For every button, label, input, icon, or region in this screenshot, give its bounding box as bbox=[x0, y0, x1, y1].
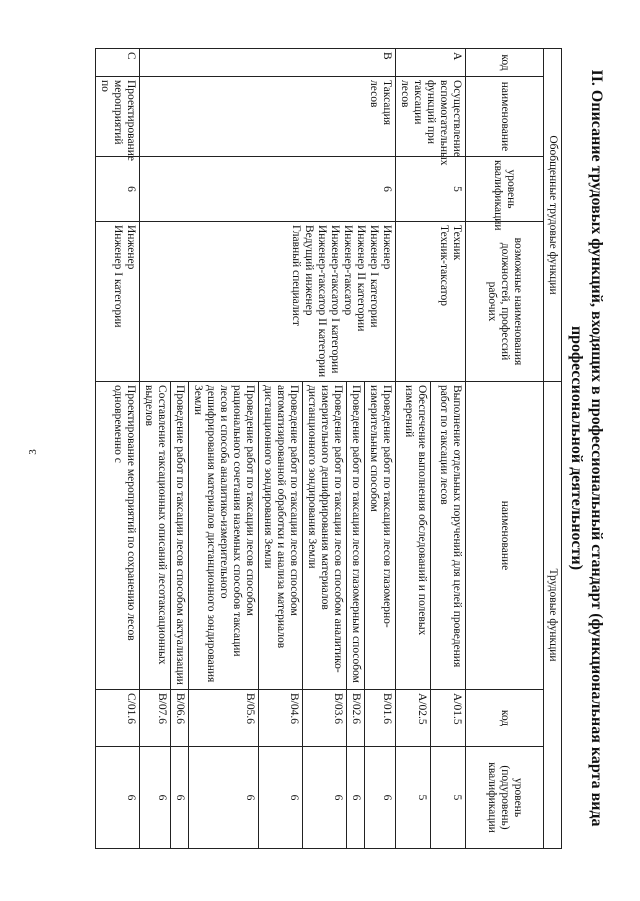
group-name: Таксация лесов bbox=[140, 77, 396, 157]
function-level: 6 bbox=[365, 747, 396, 849]
title-line-2: профессиональной деятельности) bbox=[568, 325, 585, 571]
function-level: 6 bbox=[171, 747, 189, 849]
function-code: B/07.6 bbox=[140, 690, 171, 747]
group-level: 6 bbox=[96, 157, 140, 222]
function-level: 6 bbox=[189, 747, 259, 849]
group-positions bbox=[140, 222, 396, 382]
position-item: Инженер-таксатор bbox=[342, 225, 354, 316]
function-level: 5 bbox=[431, 747, 466, 849]
function-name: Составление таксационных описаний лесотаксационных выделов bbox=[140, 382, 171, 690]
function-level: 6 bbox=[347, 747, 365, 849]
header-tf-level: уровень (подуровень) квалификации bbox=[466, 747, 544, 849]
function-name: Проведение работ по таксации лесов глазомерно-измерительным способом bbox=[365, 382, 396, 690]
position-item: Инженер I категории bbox=[368, 225, 380, 328]
position-item: Инженер-таксатор II категории bbox=[316, 225, 328, 378]
position-item: Техник-таксатор bbox=[438, 225, 450, 307]
function-code: B/02.6 bbox=[347, 690, 365, 747]
header-tf-code: код bbox=[466, 690, 544, 747]
group-code: A bbox=[396, 49, 466, 77]
group-code: C bbox=[96, 49, 140, 77]
table-row bbox=[431, 49, 466, 849]
position-item: Техник bbox=[451, 225, 463, 261]
position-item: Инженер bbox=[125, 225, 137, 270]
function-level: 6 bbox=[140, 747, 171, 849]
header-name: наименование bbox=[466, 77, 544, 157]
function-code: B/01.6 bbox=[365, 690, 396, 747]
page-number: 3 bbox=[26, 449, 39, 455]
function-name: Проведение работ по таксации лесов способом аналитико-измерительного дешифрирования материалов дистанционного зондирования Земли bbox=[303, 382, 347, 690]
function-name: Проведение работ по таксации лесов способом автоматизированной обработки и анализа материалов дистанционного зондирования Земли bbox=[259, 382, 303, 690]
function-code: B/06.6 bbox=[171, 690, 189, 747]
group-code: B bbox=[140, 49, 396, 77]
function-level: 6 bbox=[259, 747, 303, 849]
function-name: Проведение работ по таксации лесов глазомерным способом bbox=[347, 382, 365, 690]
position-item: Ведущий инженер bbox=[303, 225, 315, 316]
position-item: Инженер bbox=[381, 225, 393, 270]
group-level: 6 bbox=[140, 157, 396, 222]
function-code: B/04.6 bbox=[259, 690, 303, 747]
group-positions bbox=[96, 222, 140, 382]
function-level: 5 bbox=[396, 747, 431, 849]
function-name: Обеспечение выполнения обследований и полевых измерений bbox=[396, 382, 431, 690]
header-qual-level: уровень квалификации bbox=[466, 157, 544, 222]
title-line-1: II. Описание трудовых функций, входящих в профессиональный стандарт (функциональная карта вида bbox=[588, 69, 605, 827]
header-row-columns bbox=[466, 49, 544, 849]
section-title bbox=[566, 48, 606, 848]
position-item: Инженер-таксатор I категории bbox=[329, 225, 341, 374]
function-name: Выполнение отдельных поручений для целей проведения работ по таксации лесов bbox=[431, 382, 466, 690]
function-level: 6 bbox=[303, 747, 347, 849]
function-code: C/01.6 bbox=[96, 690, 140, 747]
group-name: Проектирование мероприятий по bbox=[96, 77, 140, 157]
position-item: Инженер II категории bbox=[355, 225, 367, 332]
header-positions: возможные наименования должностей, профессий рабочих bbox=[466, 222, 544, 382]
header-code: код bbox=[466, 49, 544, 77]
header-labor: Трудовые функции bbox=[544, 382, 562, 849]
function-code: B/05.6 bbox=[189, 690, 259, 747]
function-name: Проектирование мероприятий по сохранению лесов одновременно с bbox=[96, 382, 140, 690]
function-code: A/01.5 bbox=[431, 690, 466, 747]
header-tf-name: наименование bbox=[466, 382, 544, 690]
function-name: Проведение работ по таксации лесов способом рационального сочетания наземных способов таксации лесов и способа аналитико-измерительного дешифрирования материалов дистанционного зондирования Земли bbox=[189, 382, 259, 690]
table-row bbox=[96, 49, 140, 849]
function-code: B/03.6 bbox=[303, 690, 347, 747]
function-name: Проведение работ по таксации лесов способом актуализации bbox=[171, 382, 189, 690]
group-level: 5 bbox=[396, 157, 466, 222]
group-name: Осуществление вспомогательных функций при таксации лесов bbox=[396, 77, 466, 157]
header-generalized: Обобщенные трудовые функции bbox=[544, 49, 562, 382]
group-positions bbox=[396, 222, 466, 382]
function-code: A/02.5 bbox=[396, 690, 431, 747]
header-row-groups bbox=[544, 49, 562, 849]
position-item: Главный специалист bbox=[290, 225, 302, 326]
position-item: Инженер I категории bbox=[112, 225, 124, 328]
function-level: 6 bbox=[96, 747, 140, 849]
table-row bbox=[365, 49, 396, 849]
function-table bbox=[95, 48, 562, 849]
